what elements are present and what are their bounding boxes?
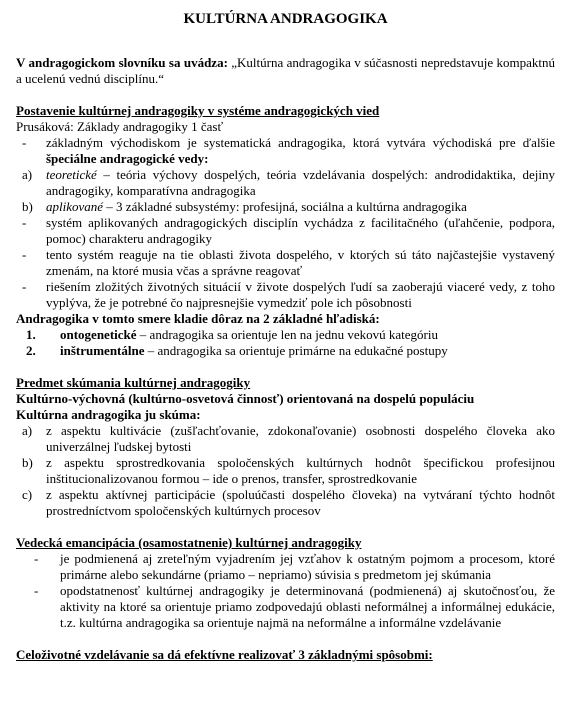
list-item-text (46, 199, 555, 215)
intro-quote: „Kultúrna andragogika v súčasnosti nepredstavuje kompaktnú a ucelenú vednú disciplínu.“ (16, 55, 555, 86)
item-body: – andragogika sa orientuje len na jednu vekovú kategóriu (136, 327, 438, 342)
item-term: aplikované (46, 199, 104, 214)
dash-bullet: - (34, 551, 39, 566)
list-item (16, 279, 555, 311)
document-body (16, 55, 555, 663)
numbered-item (16, 327, 555, 343)
numbered-item-text (60, 343, 555, 359)
section-heading-celozivotne: Celoživotné vzdelávanie sa dá efektívne realizovať 3 základnými spôsobmi: (16, 647, 433, 662)
source-citation: Prusáková: Základy andragogiky 1 časť (16, 119, 223, 134)
subheading: Kultúrna andragogika ju skúma: (16, 407, 201, 422)
intro-lead: V andragogickom slovníku sa uvádza: (16, 55, 228, 70)
list-item-c (16, 487, 555, 519)
item-label: a) (22, 167, 33, 182)
item-term: teoretické (46, 167, 97, 182)
list-item-text: je podmienená aj zreteľným vyjadrením jej vzťahov k ostatným pojmom a procesom, ktoré primárne alebo sekundárne (priamo – nepriamo) súvisia s predmetom jej skúmania (60, 551, 555, 582)
section-heading-predmet: Predmet skúmania kultúrnej andragogiky (16, 375, 251, 390)
item-body: – teória výchovy dospelých, teória vzdelávania dospelých: androdidaktika, dejiny andragogiky, komparatívna andragogika (46, 167, 555, 198)
item-term: inštrumentálne (60, 343, 145, 358)
list-item-text: z aspektu kultivácie (zušľachťovanie, zdokonaľovanie) osobnosti dospelého človeka ako univerzálnej ľudskej bytosti (46, 423, 555, 454)
item-label: a) (22, 423, 33, 438)
item-number: 1. (26, 327, 36, 342)
item-term: ontogenetické (60, 327, 137, 342)
list-item-text (46, 135, 555, 167)
list-item-text: systém aplikovaných andragogických disciplín vychádza z facilitačného (uľahčenie, podpora, pomoc) charakteru andragogiky (46, 215, 555, 246)
list-item-text: opodstatnenosť kultúrnej andragogiky je determinovaná (podmienená) aj skutočnosťou, že aktivity na ktoré sa orientuje priamo zodpovedajú oblasti neformálnej a informálnej edukácie, t.z. kultúrna andragogika sa orientuje najmä na neformálne a informálne vzdelávanie (60, 583, 555, 630)
item-label: c) (22, 487, 33, 502)
list-item-text: z aspektu sprostredkovania spoločenských kultúrnych hodnôt špecifickou profesijnou inštitucionalizovanou formou – ide o prenos, transfer, sprostredkovanie (46, 455, 555, 486)
list-item-a (16, 423, 555, 455)
numbered-item-text (60, 327, 555, 343)
numbered-item (16, 343, 555, 359)
list-item-b (16, 455, 555, 487)
emphasis-line: Andragogika v tomto smere kladie dôraz na 2 základné hľadiská: (16, 311, 380, 326)
list-item (16, 247, 555, 279)
list-item-b (16, 199, 555, 215)
intro-paragraph (16, 55, 555, 87)
list-item (16, 135, 555, 167)
list-item (16, 215, 555, 247)
list-item (16, 551, 555, 583)
item-number: 2. (26, 343, 36, 358)
list-item-text: tento systém reaguje na tie oblasti života dospelého, v ktorých sú táto najčastejšie vystavený zmenám, na ktoré musia včas a správne reagovať (46, 247, 555, 278)
list-item (16, 583, 555, 631)
dash-bullet: - (22, 279, 27, 294)
page-title: KULTÚRNA ANDRAGOGIKA (183, 11, 388, 27)
list-item-text: riešením zložitých životných situácií v živote dospelých ľudí sa zaoberajú viaceré vedy, z toho vyplýva, že je potrebné čo najpresnejšie vymedziť pole ich pôsobnosti (46, 279, 555, 310)
dash-bullet: - (22, 215, 27, 230)
list-item-text (46, 167, 555, 199)
item-body: – andragogika sa orientuje primárne na edukačné postupy (144, 343, 448, 358)
section-heading-emancipacia: Vedecká emancipácia (osamostatnenie) kultúrnej andragogiky (16, 535, 362, 550)
item-label: b) (22, 199, 33, 214)
item-body: – 3 základné subsystémy: profesijná, sociálna a kultúrna andragogika (103, 199, 467, 214)
list-item-a (16, 167, 555, 199)
list-item-body: základným východiskom je systematická andragogika, ktorá vytvára východiská pre ďalšie (46, 135, 555, 150)
section-heading-postavenie: Postavenie kultúrnej andragogiky v systéme andragogických vied (16, 103, 380, 118)
list-item-text: z aspektu aktívnej participácie (spoluúčasti dospelého človeka) na vytváraní týchto hodnôt prostredníctvom spoločenských kultúrnych procesov (46, 487, 555, 518)
dash-bullet: - (22, 247, 27, 262)
item-label: b) (22, 455, 33, 470)
dash-bullet: - (22, 135, 27, 150)
list-item-emphasis: špeciálne andragogické vedy: (46, 151, 209, 166)
subheading: Kultúrno-výchovná (kultúrno-osvetová činnosť) orientovaná na dospelú populáciu (16, 391, 475, 406)
dash-bullet: - (34, 583, 39, 598)
